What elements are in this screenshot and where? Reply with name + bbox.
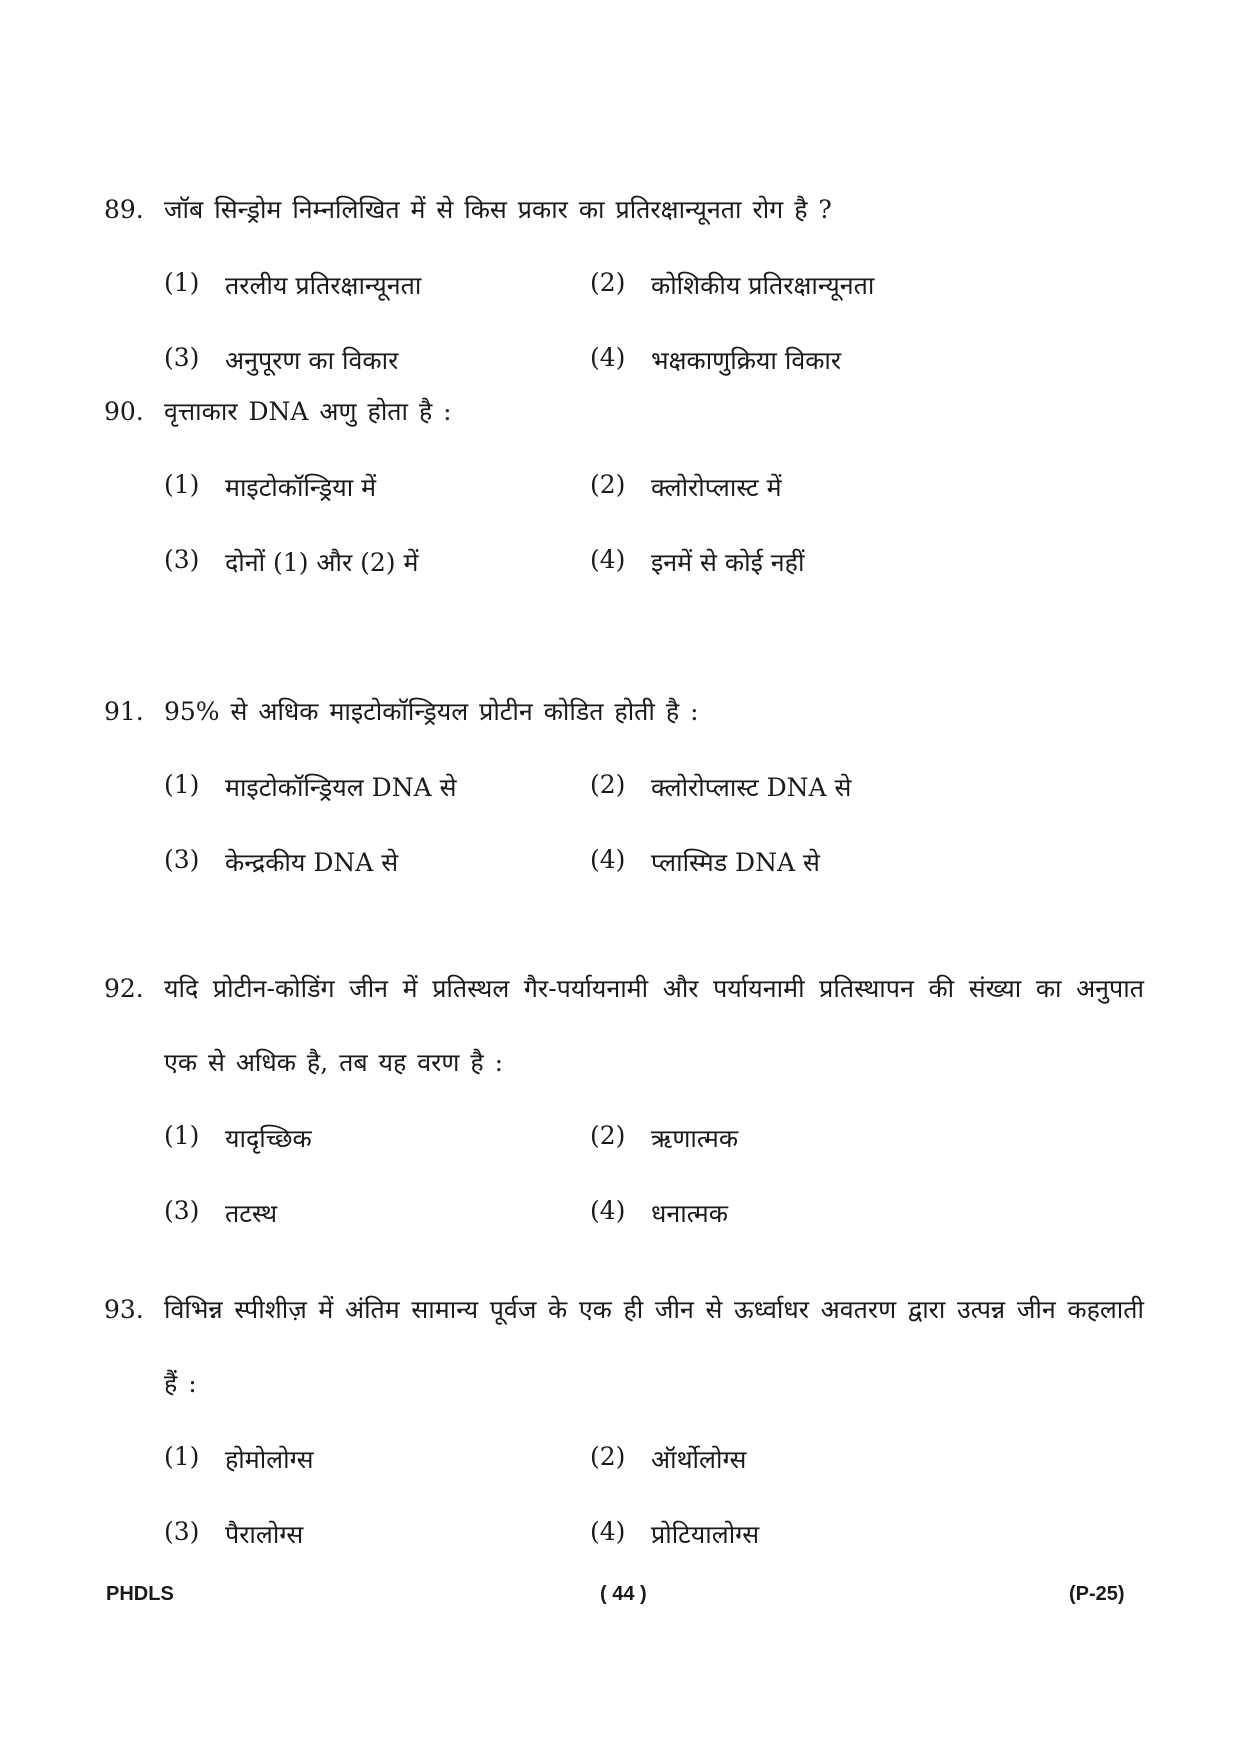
- options-row: [104, 749, 1144, 824]
- option-text: अनुपूरण का विकार: [225, 345, 399, 375]
- footer-page-number: ( 44 ): [600, 1583, 647, 1605]
- question-90: [104, 375, 1144, 599]
- option-4: [590, 343, 1016, 377]
- options-row: [104, 1100, 1144, 1175]
- option-2: [590, 1121, 1016, 1155]
- option-3: [164, 1196, 590, 1230]
- option-number: (2): [590, 469, 626, 499]
- footer-paper-code: PHDLS: [106, 1583, 174, 1605]
- options-row: [104, 449, 1144, 524]
- option-number: (1): [164, 769, 200, 799]
- question-number: 92.: [104, 974, 144, 1003]
- option-4: [590, 845, 1016, 879]
- question-stem: [104, 1273, 1144, 1421]
- question-text: यदि प्रोटीन-कोडिंग जीन में प्रतिस्थल गैर-पर्यायनामी और पर्यायनामी प्रतिस्थापन की संख्या का अनुपात एक से अधिक है, तब यह वरण है :: [164, 974, 1144, 1077]
- option-2: [590, 770, 1016, 804]
- option-text: पैरालोग्स: [225, 1519, 304, 1549]
- option-number: (4): [590, 844, 626, 874]
- option-text: ऋणात्मक: [651, 1123, 739, 1153]
- question-89: [104, 173, 1144, 397]
- option-text: केन्द्रकीय DNA से: [225, 847, 399, 877]
- option-1: [164, 1121, 590, 1155]
- option-4: [590, 1196, 1016, 1230]
- question-92: [104, 952, 1144, 1250]
- question-text: 95% से अधिक माइटोकॉन्ड्रियल प्रोटीन कोडित होती है :: [164, 697, 699, 726]
- option-3: [164, 845, 590, 879]
- option-text: प्लास्मिड DNA से: [651, 847, 820, 877]
- option-number: (2): [590, 1120, 626, 1150]
- options-row: [104, 824, 1144, 899]
- option-2: [590, 470, 1016, 504]
- option-number: (1): [164, 469, 200, 499]
- option-number: (3): [164, 1516, 200, 1546]
- question-stem: [104, 375, 1144, 449]
- question-text: जॉब सिन्ड्रोम निम्नलिखित में से किस प्रकार का प्रतिरक्षान्यूनता रोग है ?: [164, 195, 832, 224]
- option-number: (2): [590, 267, 626, 297]
- option-text: यादृच्छिक: [225, 1123, 312, 1153]
- question-91: [104, 675, 1144, 899]
- option-text: भक्षकाणुक्रिया विकार: [651, 345, 842, 375]
- options-row: [104, 247, 1144, 322]
- option-2: [590, 1442, 1016, 1476]
- option-number: (1): [164, 1441, 200, 1471]
- question-text: विभिन्न स्पीशीज़ में अंतिम सामान्य पूर्वज के एक ही जीन से ऊर्ध्वाधर अवतरण द्वारा उत्पन्न जीन कहलाती हैं :: [164, 1295, 1144, 1398]
- option-1: [164, 470, 590, 504]
- option-text: तरलीय प्रतिरक्षान्यूनता: [225, 270, 422, 300]
- option-number: (1): [164, 1120, 200, 1150]
- option-number: (3): [164, 544, 200, 574]
- question-text: वृत्ताकार DNA अणु होता है :: [164, 397, 452, 426]
- option-1: [164, 1442, 590, 1476]
- option-text: क्लोरोप्लास्ट DNA से: [651, 772, 852, 802]
- question-stem: [104, 675, 1144, 749]
- option-4: [590, 545, 1016, 579]
- option-number: (4): [590, 544, 626, 574]
- option-number: (3): [164, 342, 200, 372]
- option-4: [590, 1517, 1016, 1551]
- option-number: (4): [590, 1516, 626, 1546]
- question-number: 91.: [104, 697, 144, 726]
- option-text: माइटोकॉन्ड्रियल DNA से: [225, 772, 457, 802]
- options-row: [104, 524, 1144, 599]
- option-number: (4): [590, 342, 626, 372]
- option-text: दोनों (1) और (2) में: [225, 547, 419, 577]
- option-number: (3): [164, 844, 200, 874]
- option-1: [164, 268, 590, 302]
- options-row: [104, 1496, 1144, 1571]
- option-text: होमोलोग्स: [225, 1444, 314, 1474]
- option-number: (2): [590, 769, 626, 799]
- question-93: [104, 1273, 1144, 1571]
- option-number: (4): [590, 1195, 626, 1225]
- option-text: माइटोकॉन्ड्रिया में: [225, 472, 377, 502]
- option-2: [590, 268, 1016, 302]
- option-text: धनात्मक: [651, 1198, 728, 1228]
- option-1: [164, 770, 590, 804]
- page-footer: [0, 1583, 1241, 1613]
- question-number: 90.: [104, 397, 144, 426]
- option-text: कोशिकीय प्रतिरक्षान्यूनता: [651, 270, 875, 300]
- option-text: ऑर्थोलोग्स: [651, 1444, 747, 1474]
- option-number: (3): [164, 1195, 200, 1225]
- option-text: प्रोटियालोग्स: [651, 1519, 760, 1549]
- options-row: [104, 1421, 1144, 1496]
- option-text: तटस्थ: [225, 1198, 278, 1228]
- question-stem: [104, 173, 1144, 247]
- option-3: [164, 343, 590, 377]
- option-3: [164, 545, 590, 579]
- option-text: इनमें से कोई नहीं: [651, 547, 805, 577]
- option-number: (1): [164, 267, 200, 297]
- option-number: (2): [590, 1441, 626, 1471]
- options-row: [104, 1175, 1144, 1250]
- option-text: क्लोरोप्लास्ट में: [651, 472, 782, 502]
- question-number: 89.: [104, 195, 144, 224]
- question-stem: [104, 952, 1144, 1100]
- option-3: [164, 1517, 590, 1551]
- footer-set-code: (P-25): [1069, 1583, 1125, 1605]
- question-number: 93.: [104, 1295, 144, 1324]
